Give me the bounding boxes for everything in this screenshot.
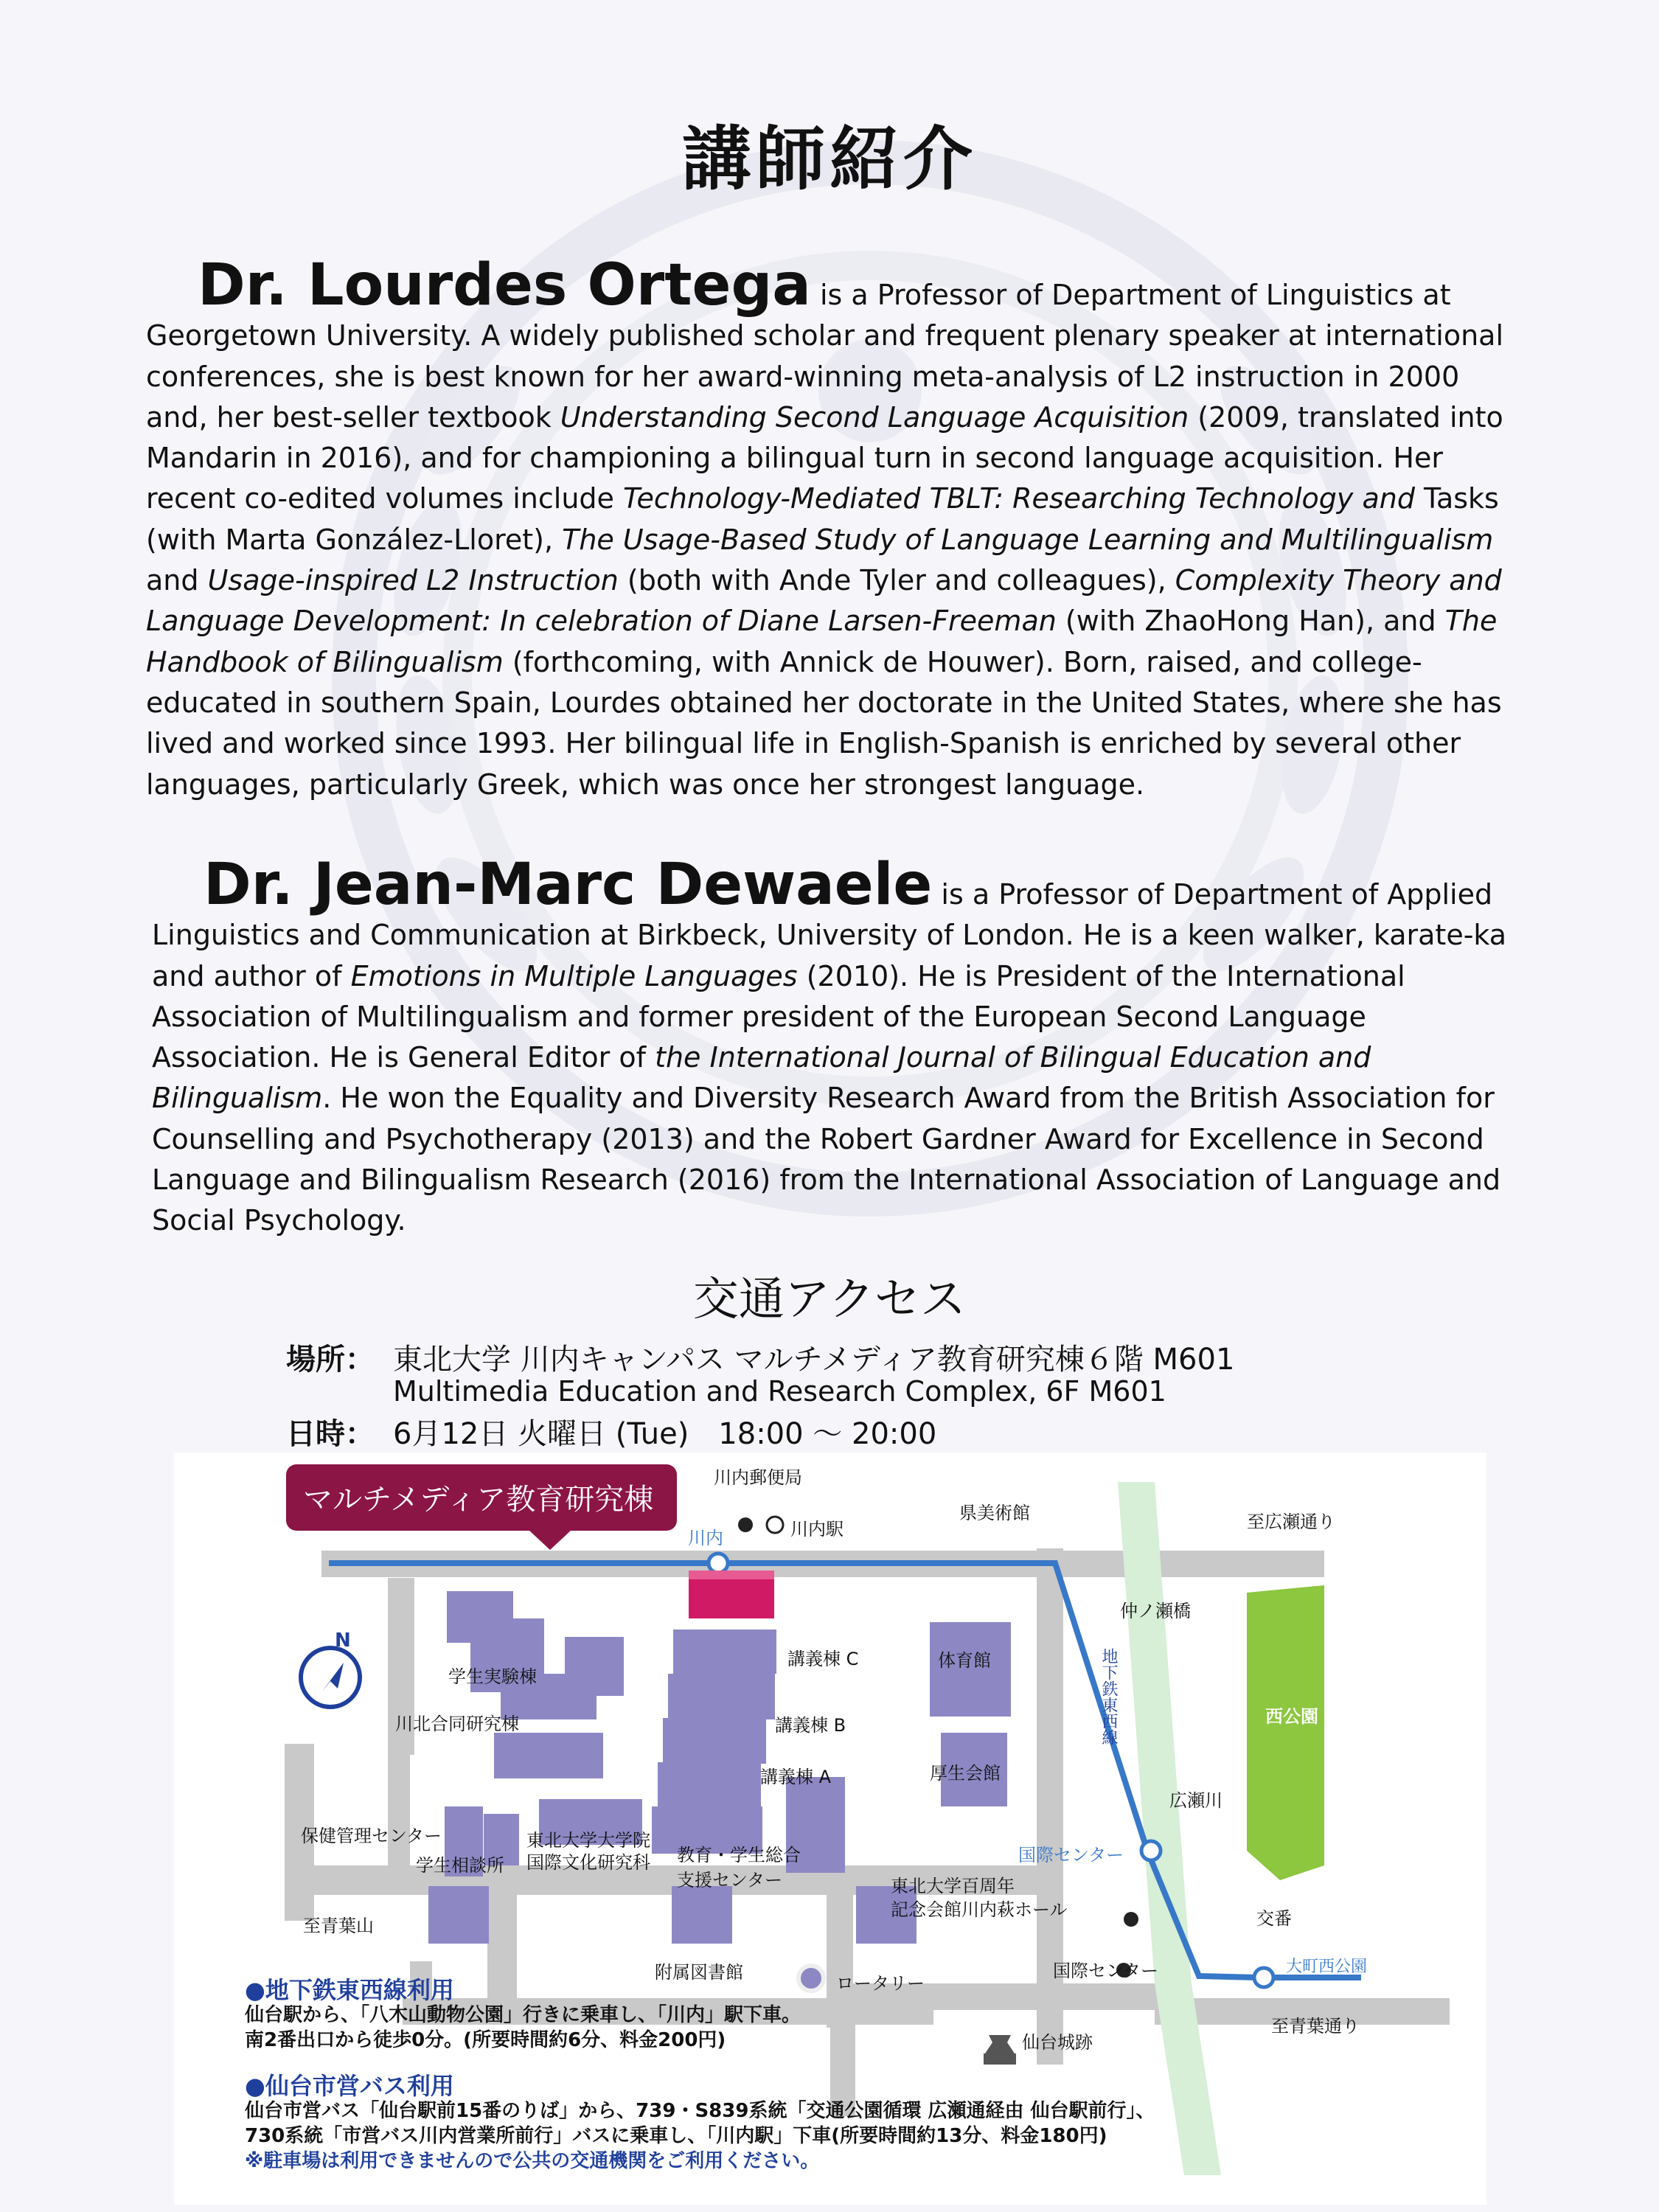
map-label: 学生相談所	[416, 1855, 504, 1876]
map-label: 支援センター	[677, 1870, 783, 1891]
directions-bus: ●仙台市営バス利用 仙台市営バス「仙台駅前15番のりば」から、739・S839系統「交通公園循環 広瀬通経由 仙台駅前行」、 730系統「市営バス川内営業所前行」バスに乗車し、「川内駅」下車(所要時間約13分、料金180円) ※駐車場は利用できませんので公共の交通機関をご利用ください。	[245, 2072, 1155, 2172]
map-label: 地下鉄東西線	[1099, 1648, 1118, 1745]
map-label: 川内	[688, 1528, 723, 1548]
venue-line: 場所： 東北大学 川内キャンパス マルチメディア教育研究棟６階 M601	[286, 1343, 1235, 1377]
map-label: 県美術館	[959, 1503, 1030, 1523]
access-map	[174, 1453, 1486, 2205]
map-label: 交番	[1256, 1908, 1292, 1929]
map-label: 東北大学大学院	[526, 1830, 650, 1851]
map-label: 川北合同研究棟	[395, 1714, 519, 1734]
map-label: 至広瀬通り	[1247, 1512, 1335, 1532]
map-label: 西公園	[1265, 1706, 1318, 1727]
map-label: 至青葉山	[303, 1916, 374, 1936]
bio-jean-marc-dewaele: Dr. Jean-Marc Dewaele is a Professor of Department of Applied Linguistics and Communication at Birkbeck, University of London. He is a keen walker, karate-ka and author of Emotions in Multiple Languages (2010). He is President of the International Association of Multilingualism and former president of the European Second Language Association. He is General Editor of the International Journal of Bilingual Education and Bilingualism. He won the Equality and Diversity Research Award from the British Association for Counselling and Psychotherapy (2013) and the Robert Gardner Award for Excellence in Second Language and Bilingualism Research (2016) from the International Association of Language and Social Psychology.	[152, 852, 1507, 1237]
speaker-name: Dr. Jean-Marc Dewaele	[204, 852, 933, 918]
directions-subway: ●地下鉄東西線利用 仙台駅から、「八木山動物公園」行きに乗車し、「川内」駅下車。 南2番出口から徒歩0分。(所要時間約6分、料金200円)	[245, 1976, 801, 2051]
map-label: 学生実験棟	[448, 1666, 537, 1687]
page-title: 講師紹介	[681, 119, 977, 200]
map-label: 講義棟 A	[760, 1767, 832, 1787]
map-label: 教育・学生総合	[677, 1845, 801, 1865]
map-label: 国際センター	[1018, 1845, 1124, 1865]
map-label: 講義棟 C	[787, 1649, 859, 1669]
map-label: 厚生会館	[930, 1763, 1001, 1784]
date-line: 日時： 6月12日 火曜日 (Tue) 18:00 ～ 20:00	[286, 1417, 937, 1451]
map-label: 国際文化研究科	[526, 1852, 650, 1873]
target-building-label: マルチメディア教育研究棟	[303, 1483, 654, 1517]
map-label: 広瀬川	[1169, 1790, 1222, 1811]
map-label: 講義棟 B	[775, 1715, 846, 1736]
map-label: 記念会館川内萩ホール	[891, 1899, 1068, 1920]
map-label: 川内郵便局	[714, 1467, 802, 1488]
map-label: 仲ノ瀬橋	[1120, 1601, 1191, 1621]
map-label: 国際センター	[1053, 1961, 1159, 1981]
map-label: 保健管理センター	[301, 1826, 442, 1846]
map-label: 大町西公園	[1286, 1958, 1368, 1976]
map-label: 附属図書館	[655, 1962, 743, 1983]
map-label: 東北大学百周年	[891, 1876, 1015, 1896]
map-label: 至青葉通り	[1271, 2016, 1360, 2037]
bio-lourdes-ortega: Dr. Lourdes Ortega is a Professor of Department of Linguistics at Georgetown University. A widely published scholar and frequent plenary speaker at international conferences, she is best known for her award-winning meta-analysis of L2 instruction in 2000 and, her best-seller textbook Understanding Second Language Acquisition (2009, translated into Mandarin in 2016), and for championing a bilingual turn in second language acquisition. Her recent co-edited volumes include Technology-Mediated TBLT: Researching Technology and Tasks (with Marta González-Lloret), The Usage-Based Study of Language Learning and Multilingualism and Usage-inspired L2 Instruction (both with Ande Tyler and colleagues), Complexity Theory and Language Development: In celebration of Diane Larsen-Freeman (with ZhaoHong Han), and The Handbook of Bilingualism (forthcoming, with Annick de Houwer). Born, raised, and college-educated in southern Spain, Lourdes obtained her doctorate in the United States, where she has lived and worked since 1993. Her bilingual life in English-Spanish is enriched by several other languages, particularly Greek, which was once her strongest language.	[146, 252, 1503, 801]
map-label: 体育館	[938, 1650, 991, 1671]
map-label: ロータリー	[836, 1973, 925, 1994]
speaker-name: Dr. Lourdes Ortega	[198, 252, 811, 319]
venue-english: Multimedia Education and Research Complex, 6F M601	[393, 1375, 1166, 1408]
north-icon: N	[335, 1630, 351, 1652]
map-label: 川内駅	[790, 1519, 844, 1540]
map-label: 仙台城跡	[1022, 2032, 1093, 2053]
access-title: 交通アクセス	[692, 1272, 967, 1326]
